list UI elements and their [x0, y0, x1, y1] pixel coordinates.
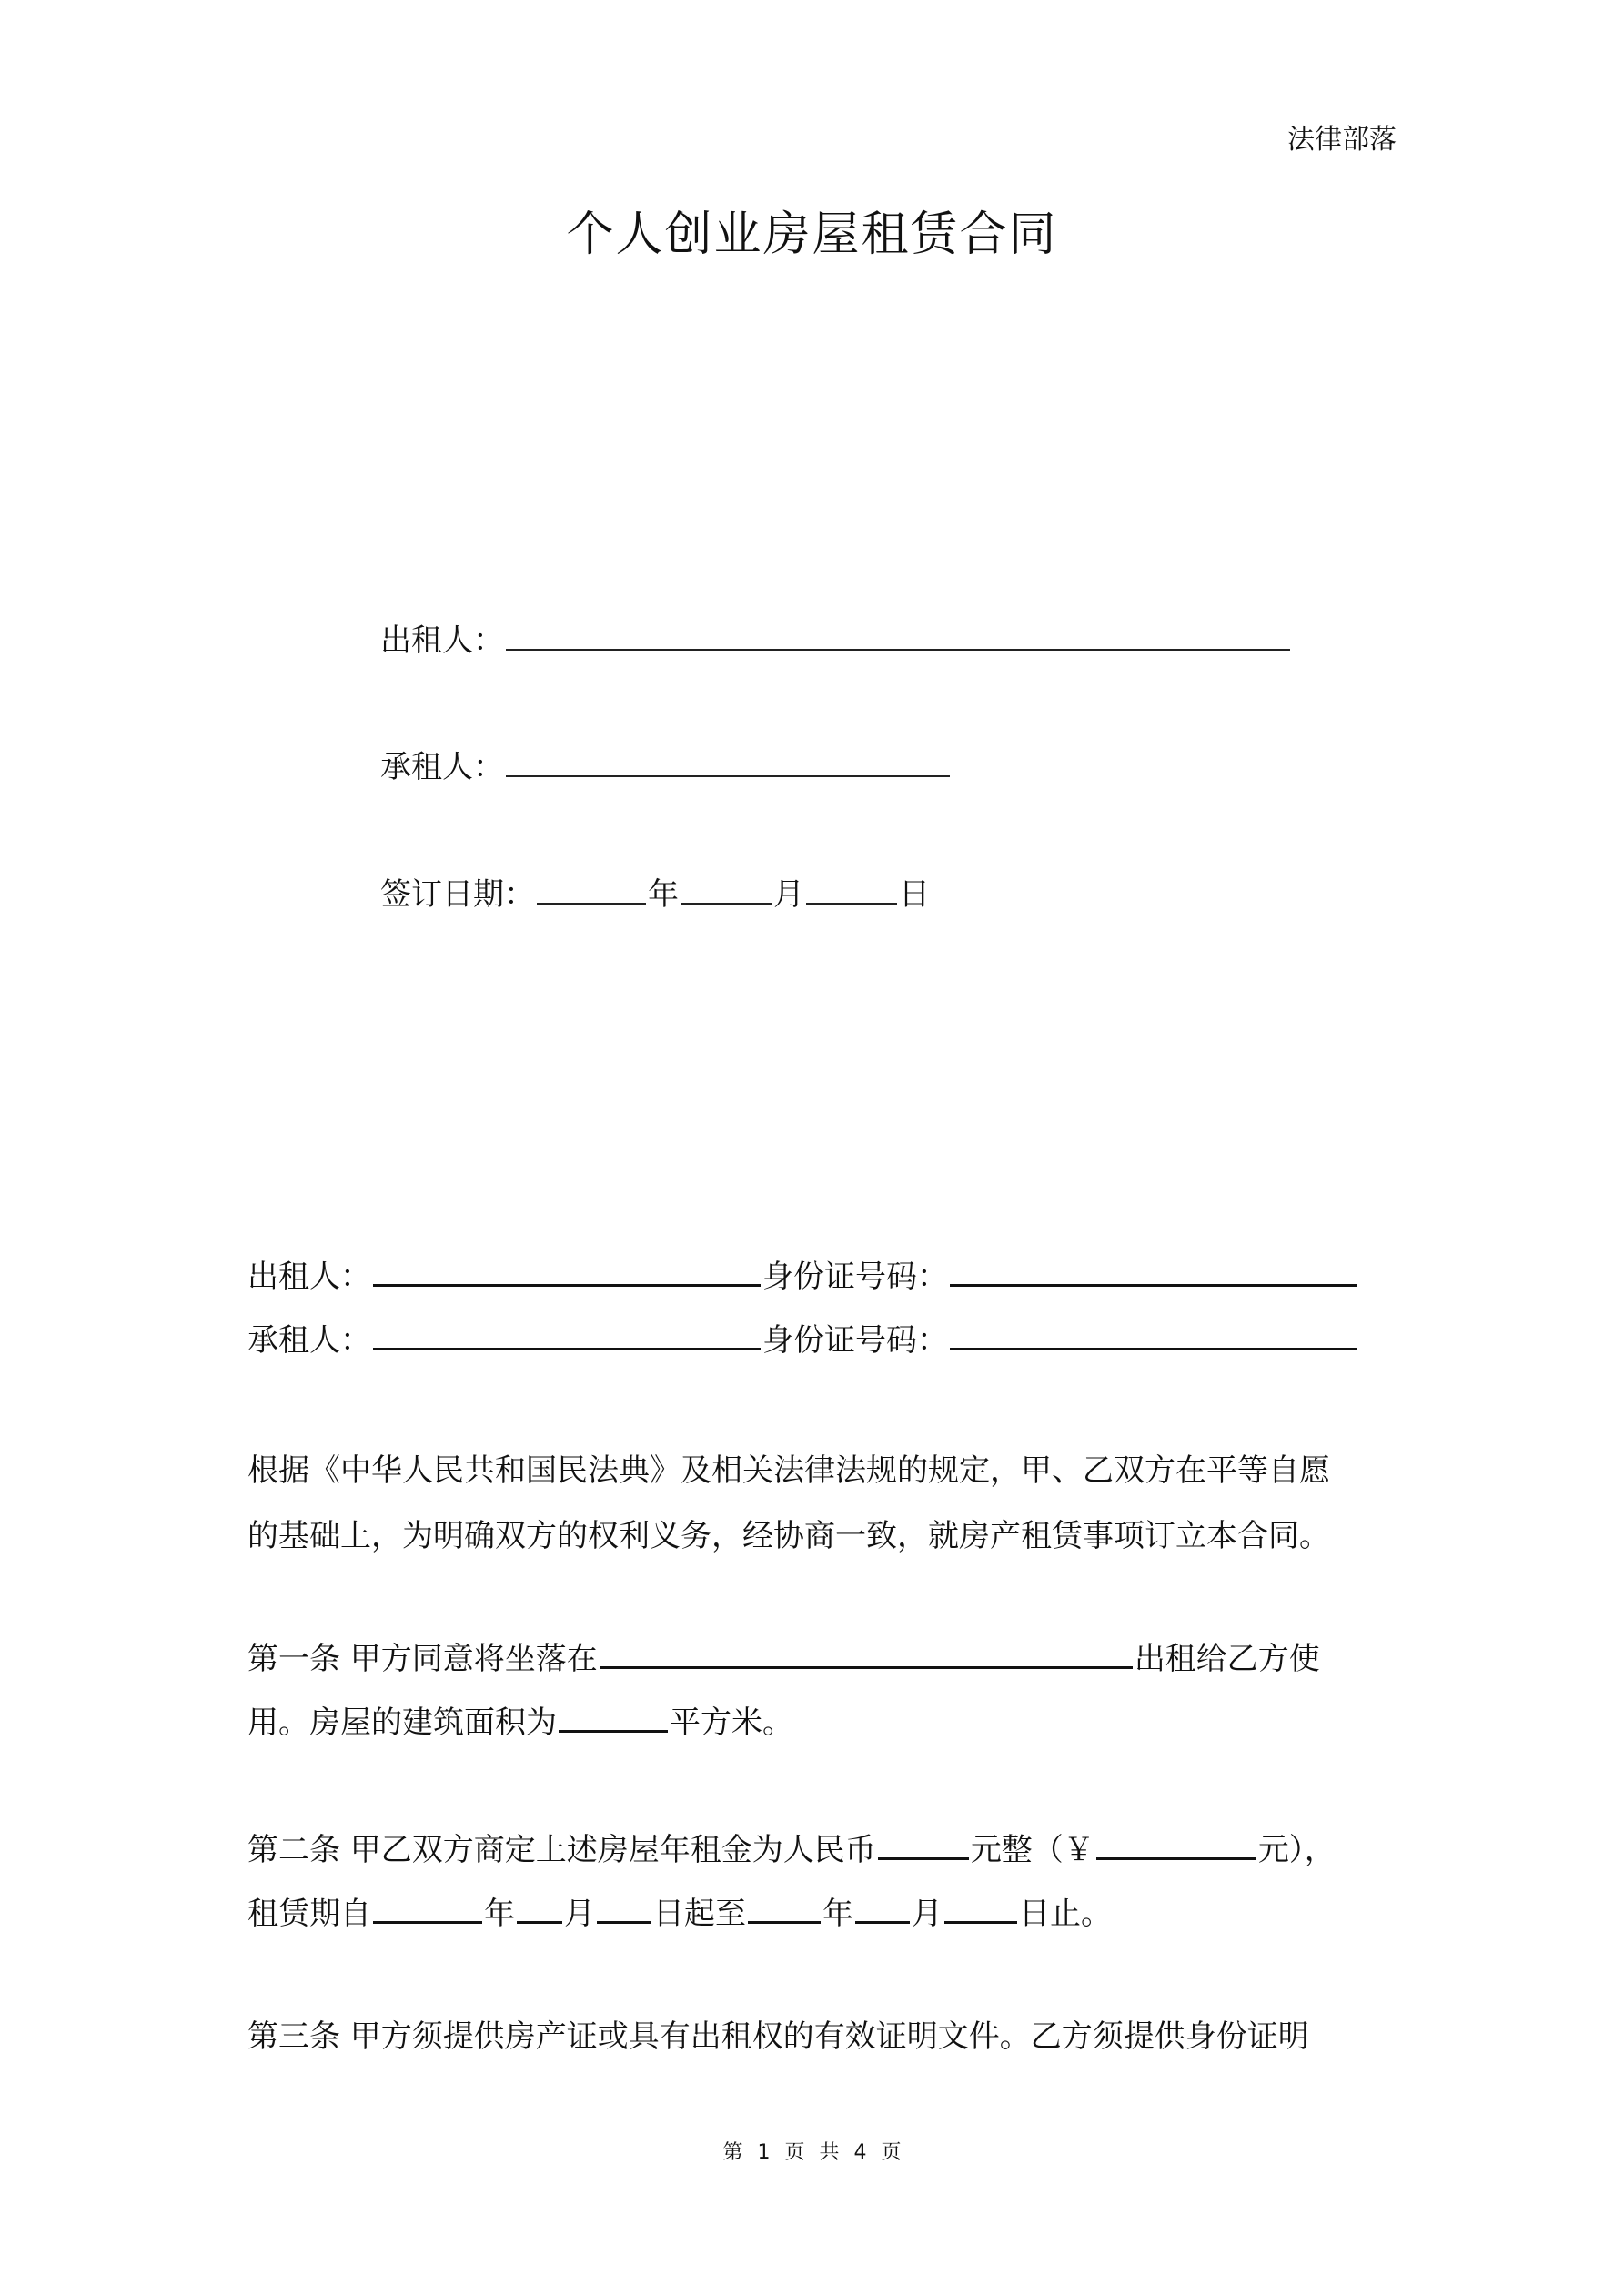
cover-lessor-label: 出租人：	[380, 622, 504, 659]
sign-day-blank[interactable]	[806, 875, 897, 905]
party-lessee-name-blank[interactable]	[373, 1320, 761, 1350]
sign-day-unit: 日	[899, 876, 930, 913]
preamble-line-1: 根据《中华人民共和国民法典》及相关法律法规的规定，甲、乙双方在平等自愿	[247, 1452, 1330, 1489]
end-day-blank[interactable]	[944, 1894, 1017, 1924]
article-2-text-c: 元），	[1257, 1832, 1336, 1868]
sign-year-unit: 年	[648, 876, 679, 913]
article-1-text-b: 出租给乙方使	[1134, 1641, 1320, 1677]
header-tag: 法律部落	[1287, 124, 1397, 156]
footer-total-unit: 页	[881, 2141, 902, 2164]
cover-lessor-blank[interactable]	[506, 622, 1290, 651]
end-month-unit: 月	[912, 1896, 943, 1932]
sign-year-blank[interactable]	[537, 875, 646, 905]
party-lessee-label: 承租人：	[247, 1322, 371, 1359]
page-footer	[0, 2137, 1624, 2165]
end-month-blank[interactable]	[855, 1894, 910, 1924]
footer-total-prefix: 共	[819, 2141, 840, 2164]
start-month-unit: 月	[564, 1896, 595, 1932]
cover-lessee-field	[380, 742, 952, 786]
article-2-text-d: 租赁期自	[247, 1896, 371, 1932]
rent-words-blank[interactable]	[878, 1830, 969, 1860]
footer-page-unit: 页	[784, 2141, 805, 2164]
current-page-number: 1	[757, 2141, 771, 2164]
article-1-text-a: 第一条 甲方同意将坐落在	[247, 1641, 598, 1677]
start-year-blank[interactable]	[373, 1894, 482, 1924]
party-lessee-id-label: 身份证号码：	[762, 1322, 948, 1359]
sign-month-blank[interactable]	[681, 875, 772, 905]
party-lessee-row	[247, 1315, 1359, 1360]
cover-lessor-field	[380, 615, 1292, 660]
party-lessor-id-blank[interactable]	[950, 1257, 1357, 1287]
end-year-blank[interactable]	[748, 1894, 821, 1924]
total-page-count: 4	[853, 2141, 867, 2164]
sign-month-unit: 月	[773, 876, 804, 913]
party-lessor-row	[247, 1251, 1359, 1296]
article-2-text-a: 第二条 甲乙双方商定上述房屋年租金为人民币	[247, 1832, 876, 1868]
end-day-unit: 日止。	[1019, 1896, 1112, 1932]
sign-date-label: 签订日期：	[380, 876, 535, 913]
article-1-line-2	[247, 1697, 793, 1742]
article-3-line-1: 第三条 甲方须提供房产证或具有出租权的有效证明文件。乙方须提供身份证明	[247, 2018, 1309, 2055]
article-1-line-1	[247, 1633, 1320, 1678]
article-1-text-c: 用。房屋的建筑面积为	[247, 1704, 557, 1741]
cover-lessee-blank[interactable]	[506, 748, 950, 777]
party-lessor-label: 出租人：	[247, 1259, 371, 1295]
rent-amount-blank[interactable]	[1096, 1830, 1256, 1860]
end-year-unit: 年	[822, 1896, 853, 1932]
start-month-blank[interactable]	[517, 1894, 562, 1924]
start-day-unit: 日起至	[653, 1896, 746, 1932]
party-lessor-name-blank[interactable]	[373, 1257, 761, 1287]
property-location-blank[interactable]	[600, 1639, 1133, 1669]
article-2-text-b: 元整（￥	[970, 1832, 1094, 1868]
start-year-unit: 年	[484, 1896, 515, 1932]
preamble-line-2: 的基础上，为明确双方的权利义务，经协商一致，就房产租赁事项订立本合同。	[247, 1518, 1330, 1554]
article-1-text-d: 平方米。	[670, 1704, 793, 1741]
article-2-line-1	[247, 1825, 1336, 1869]
party-lessor-id-label: 身份证号码：	[762, 1259, 948, 1295]
cover-lessee-label: 承租人：	[380, 749, 504, 785]
building-area-blank[interactable]	[559, 1703, 668, 1733]
cover-sign-date-field	[380, 869, 930, 914]
party-lessee-id-blank[interactable]	[950, 1320, 1357, 1350]
document-title: 个人创业房屋租赁合同	[566, 207, 1058, 262]
start-day-blank[interactable]	[597, 1894, 651, 1924]
article-2-line-2	[247, 1888, 1112, 1933]
footer-prefix: 第	[722, 2141, 743, 2164]
